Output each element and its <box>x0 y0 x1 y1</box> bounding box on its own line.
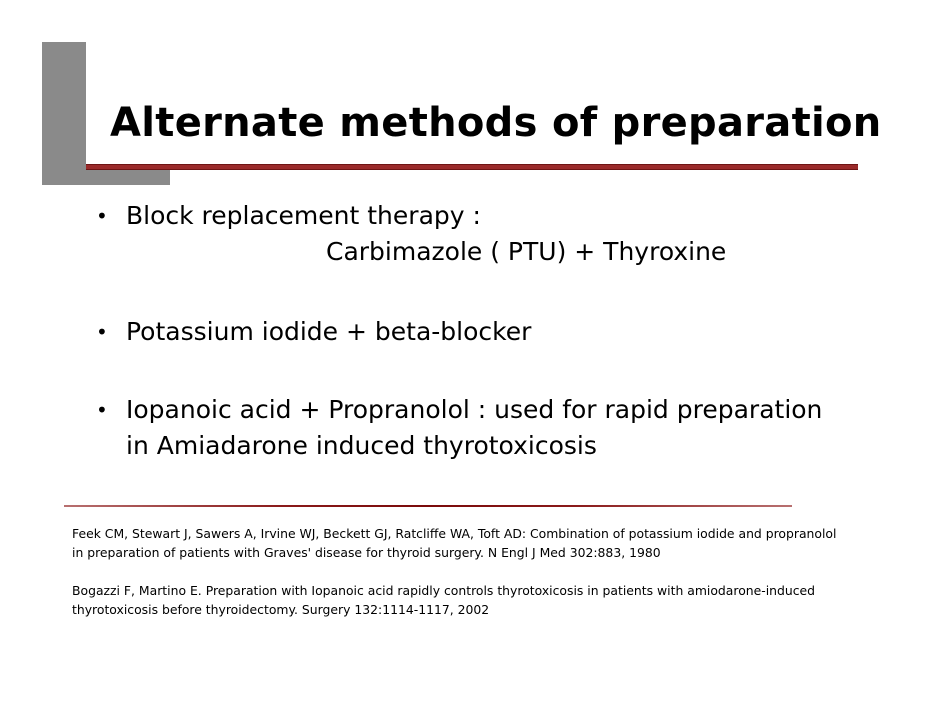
references-section <box>72 524 892 619</box>
bullet-item-block-replacement <box>96 198 896 270</box>
title-decoration-base <box>42 170 170 185</box>
bullet-marker: • <box>96 398 108 422</box>
bullet-text: Block replacement therapy : <box>126 201 481 230</box>
slide-title: Alternate methods of preparation <box>110 100 882 146</box>
reference-line: Bogazzi F, Martino E. Preparation with Iopanoic acid rapidly controls thyrotoxicosis in patients with amiodarone-induced <box>72 583 816 598</box>
reference-bogazzi <box>72 581 892 619</box>
title-decoration-block <box>42 42 86 185</box>
title-underline-rule <box>86 164 858 170</box>
reference-line: Feek CM, Stewart J, Sawers A, Irvine WJ, Beckett GJ, Ratcliffe WA, Toft AD: Combination of potassium iodide and propranolol <box>72 526 837 541</box>
bullet-item-iopanoic-acid <box>96 392 896 464</box>
bullet-text: Iopanoic acid + Propranolol : used for rapid preparation <box>126 395 823 424</box>
bullet-list <box>96 198 896 464</box>
bullet-item-potassium-iodide <box>96 314 896 350</box>
reference-line: in preparation of patients with Graves' disease for thyroid surgery. N Engl J Med 302:883, 1980 <box>72 545 661 560</box>
bullet-subline: Carbimazole ( PTU) + Thyroxine <box>326 237 727 266</box>
reference-line: thyrotoxicosis before thyroidectomy. Surgery 132:1114-1117, 2002 <box>72 602 490 617</box>
reference-feek <box>72 524 892 562</box>
bullet-text-continued: in Amiadarone induced thyrotoxicosis <box>126 431 597 460</box>
bullet-marker: • <box>96 320 108 344</box>
bullet-text: Potassium iodide + beta-blocker <box>126 317 532 346</box>
bullet-marker: • <box>96 204 108 228</box>
references-divider <box>64 505 792 507</box>
